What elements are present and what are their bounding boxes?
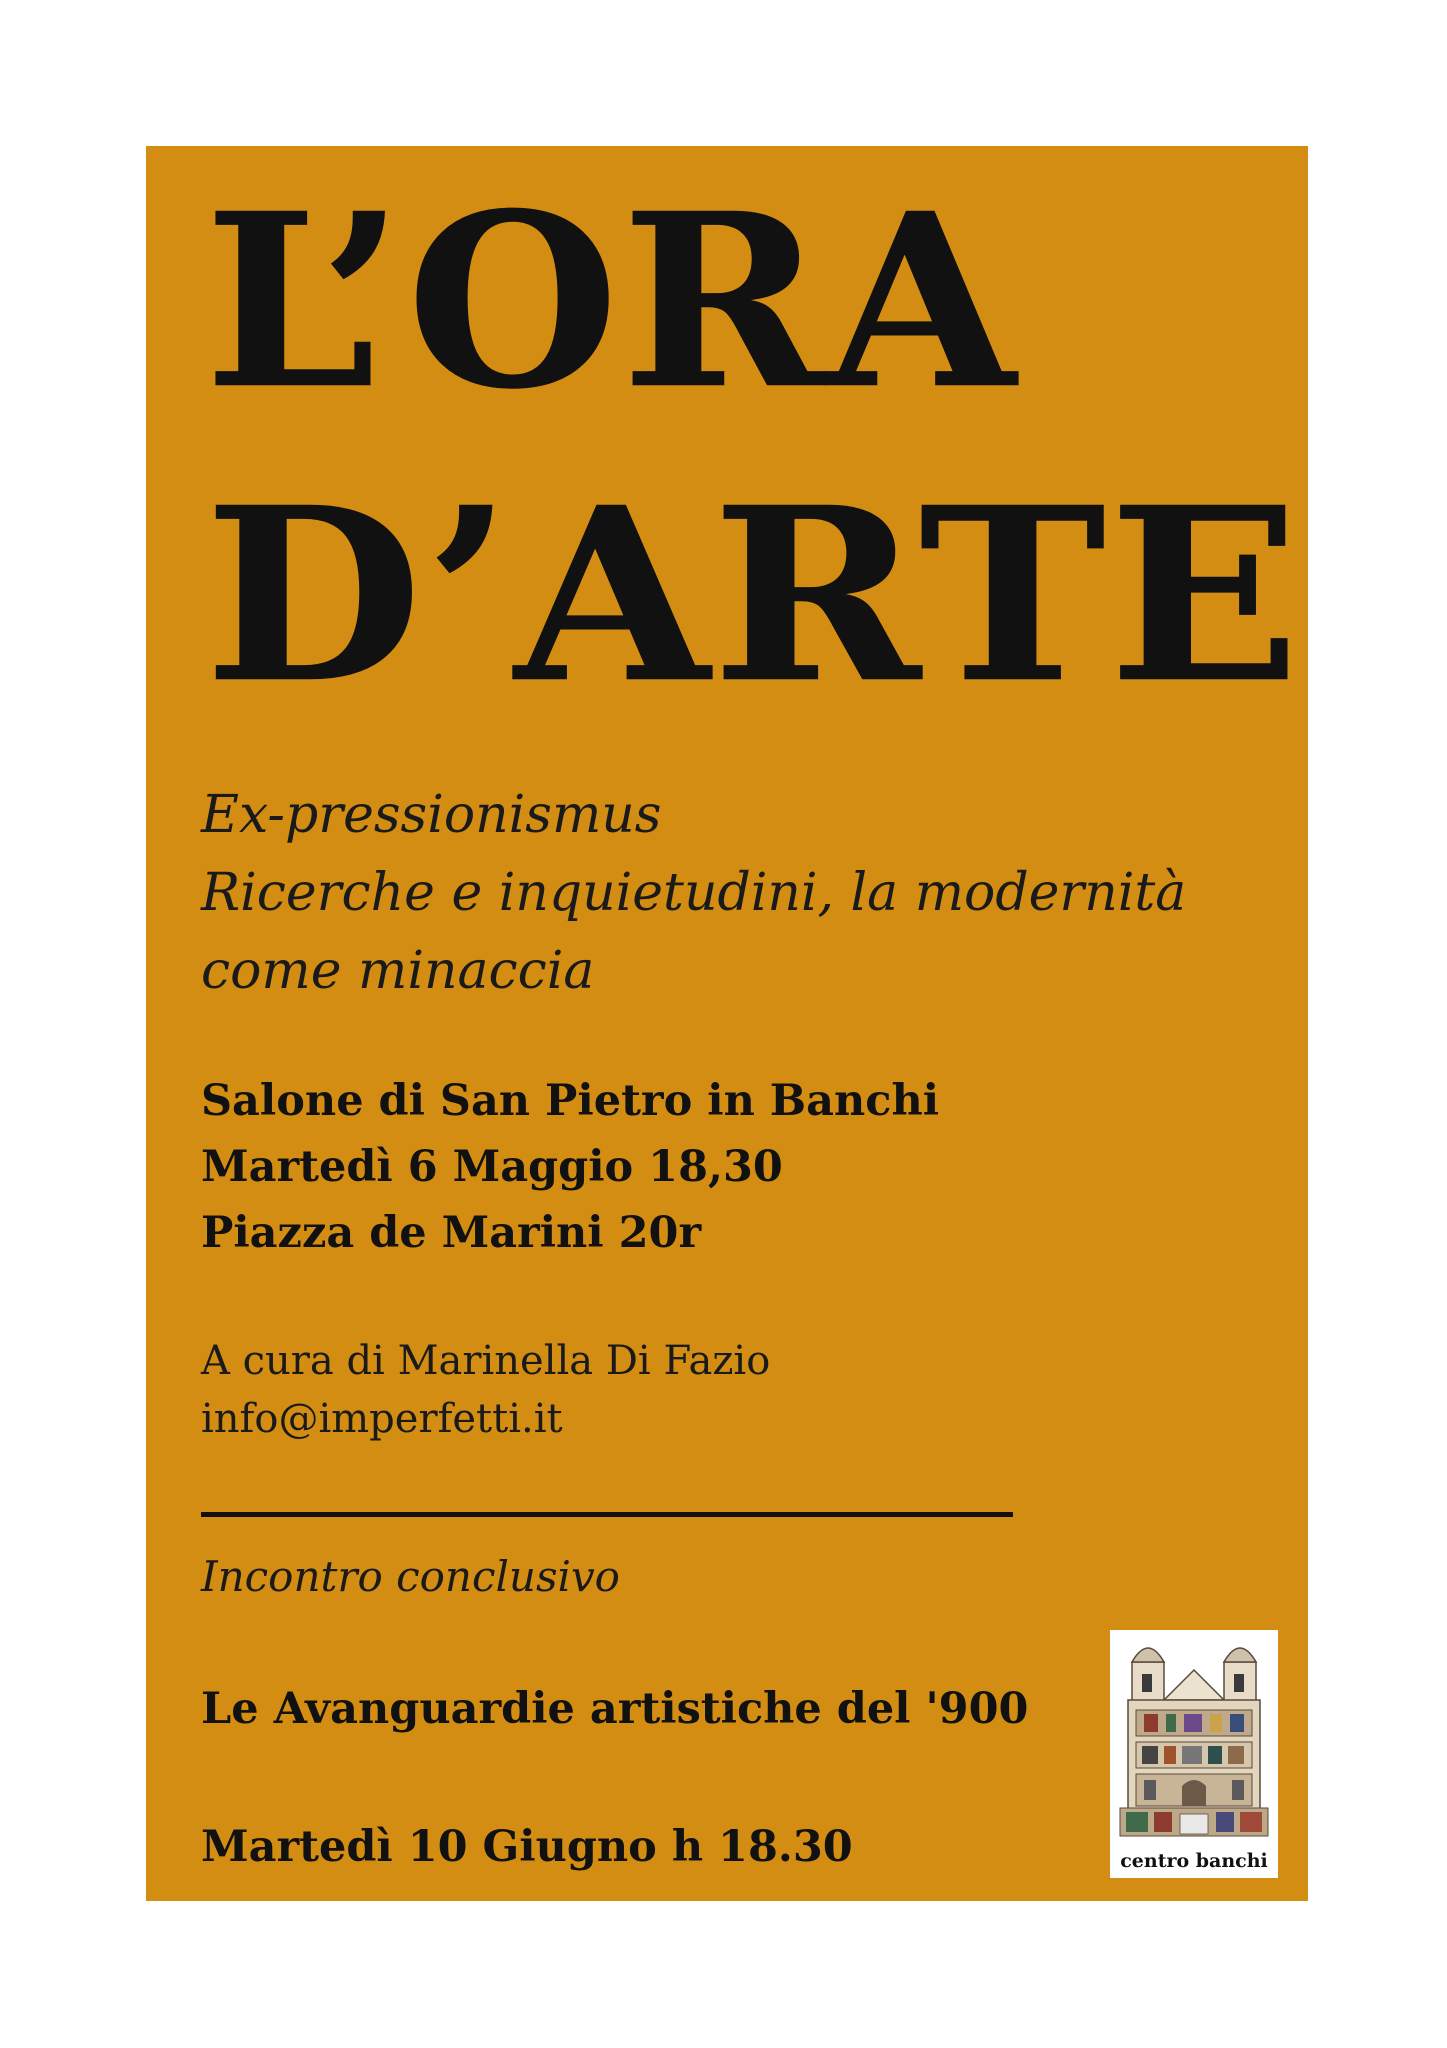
event-venue: Salone di San Pietro in Banchi xyxy=(201,1076,940,1126)
closing-title: Le Avanguardie artistiche del '900 xyxy=(201,1684,1029,1734)
title-line-1: L’ORA xyxy=(204,161,1018,443)
subtitle-line-3: come minaccia xyxy=(201,941,595,1001)
divider xyxy=(201,1512,1013,1517)
curator-info xyxy=(201,1332,770,1448)
church-illustration-icon xyxy=(1110,1630,1278,1845)
curator-line: A cura di Marinella Di Fazio xyxy=(201,1338,771,1384)
event-date: Martedì 6 Maggio 18,30 xyxy=(201,1142,783,1192)
event-details xyxy=(201,1068,939,1266)
title-line-2: D’ARTE xyxy=(204,455,1303,737)
logo-text: centro banchi xyxy=(1120,1850,1268,1872)
subtitle xyxy=(201,776,1186,1010)
subtitle-line-2: Ricerche e inquietudini, la modernità xyxy=(201,863,1187,923)
poster xyxy=(146,146,1308,1901)
closing-date: Martedì 10 Giugno h 18.30 xyxy=(201,1822,853,1872)
closing-label: Incontro conclusivo xyxy=(201,1552,620,1601)
event-address: Piazza de Marini 20r xyxy=(201,1208,702,1258)
curator-email: info@imperfetti.it xyxy=(201,1396,563,1442)
subtitle-line-1: Ex-pressionismus xyxy=(201,785,662,845)
centro-banchi-logo xyxy=(1110,1630,1278,1878)
